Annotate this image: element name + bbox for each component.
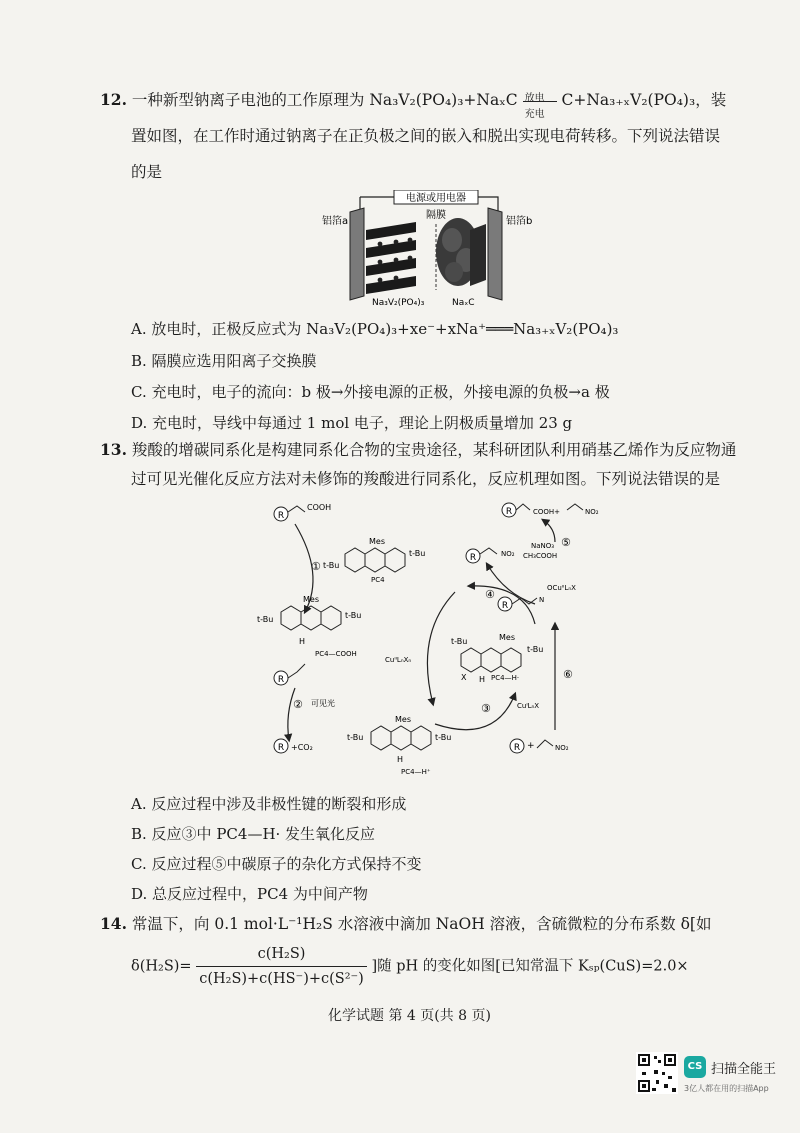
- svg-text:R: R: [469, 553, 477, 563]
- svg-text:CH₃COOH: CH₃COOH: [523, 552, 558, 560]
- q12-option-b: B. 隔膜应选用阳离子交换膜: [131, 352, 317, 370]
- battery-diagram: [320, 190, 550, 308]
- pc4-h-radical: [451, 633, 543, 684]
- scanner-badge: [684, 1056, 776, 1094]
- q12-line1: [100, 88, 727, 120]
- q12-option-c: C. 充电时，电子的流向：b 极→外接电源的正极，外接电源的负极→a 极: [131, 383, 610, 401]
- q14-fraction: [196, 942, 367, 991]
- q14-line1: [100, 912, 711, 936]
- svg-text:t-Bu: t-Bu: [409, 549, 426, 558]
- foil-b-label: 铝箔b: [506, 216, 533, 227]
- equilibrium-arrow: [523, 89, 557, 120]
- q13-line1: [100, 438, 736, 462]
- arrow-charge-label: 充电: [524, 109, 545, 120]
- svg-text:H: H: [479, 675, 486, 684]
- svg-text:COOH+: COOH+: [533, 508, 561, 516]
- svg-text:R: R: [277, 511, 285, 521]
- svg-text:t-Bu: t-Bu: [257, 615, 274, 624]
- svg-text:NO₂: NO₂: [585, 508, 599, 516]
- arrow-discharge-label: 放电: [524, 93, 545, 104]
- scanner-subtitle: 3亿人都在用的扫描App: [684, 1084, 769, 1093]
- scanner-logo: CS: [684, 1056, 706, 1078]
- q13-option-d: D. 总反应过程中，PC4 为中间产物: [131, 885, 368, 903]
- svg-text:R: R: [501, 601, 509, 611]
- visible-light-label: 可见光: [311, 699, 335, 708]
- cu-complex: [498, 584, 576, 611]
- step5-label: ⑤: [561, 536, 571, 549]
- cu2-label: CuᴵᴵLₙXₙ: [385, 656, 412, 664]
- scanner-title: 扫描全能王: [711, 1061, 777, 1077]
- svg-text:Mes: Mes: [369, 537, 385, 546]
- svg-text:R: R: [277, 675, 285, 685]
- step4-label: ④: [485, 588, 495, 601]
- q14-line2: [131, 942, 689, 991]
- q14-delta-lhs: δ(H₂S)=: [131, 958, 192, 975]
- svg-text:Mes: Mes: [499, 633, 515, 642]
- svg-text:t-Bu: t-Bu: [323, 561, 340, 570]
- homologated-product: [502, 503, 599, 517]
- svg-text:H: H: [299, 637, 306, 646]
- svg-text:X: X: [461, 673, 467, 682]
- svg-text:t-Bu: t-Bu: [451, 637, 468, 646]
- right-electrode-carbon: [436, 218, 486, 286]
- foil-a: [350, 208, 364, 300]
- pc4-cooh: [257, 595, 361, 685]
- svg-text:R: R: [513, 743, 521, 753]
- q12-stem-line2: 置如图，在工作时通过钠离子在正负极之间的嵌入和脱出实现电荷转移。下列说法错误: [131, 127, 721, 145]
- svg-text:PC4—COOH: PC4—COOH: [315, 650, 357, 658]
- q12-option-a: A. 放电时，正极反应式为 Na₃V₂(PO₄)₃+xe⁻+xNa⁺═══Na₃₊ₓV₂(PO₄)₃: [131, 320, 619, 338]
- q13-option-b: B. 反应③中 PC4—H· 发生氧化反应: [131, 825, 376, 843]
- svg-text:NaNO₃: NaNO₃: [531, 542, 555, 550]
- q13-option-c: C. 反应过程⑤中碳原子的杂化方式保持不变: [131, 855, 422, 873]
- step2-arrow: [288, 688, 295, 740]
- radical-plus-nitroethylene: [510, 739, 569, 753]
- q13-option-a: A. 反应过程中涉及非极性键的断裂和形成: [131, 795, 407, 813]
- q13-number: 13.: [100, 440, 127, 459]
- q13-stem-line1: 羧酸的增碳同系化是构建同系化合物的宝贵途径，某科研团队利用硝基乙烯作为反应物通: [131, 441, 737, 459]
- q14-frac-numerator: c(H₂S): [196, 942, 367, 967]
- membrane-label: 隔膜: [426, 210, 446, 221]
- q14-stem-line2-tail: ]随 pH 的变化如图[已知常温下 Kₛₚ(CuS)=2.0×: [371, 958, 689, 975]
- svg-text:+CO₂: +CO₂: [291, 743, 313, 752]
- step1-label: ①: [311, 560, 321, 573]
- svg-text:t-Bu: t-Bu: [435, 733, 452, 742]
- svg-text:+: +: [527, 741, 535, 751]
- foil-a-label: 铝箔a: [322, 216, 349, 227]
- q14-stem-line1: 常温下，向 0.1 mol·L⁻¹H₂S 水溶液中滴加 NaOH 溶液，含硫微粒的分布系数 δ[如: [131, 915, 712, 933]
- svg-text:R: R: [505, 507, 513, 517]
- q12-number: 12.: [100, 90, 127, 109]
- page-footer: 化学试题 第 4 页(共 8 页): [328, 1008, 491, 1024]
- step6-label: ⑥: [563, 668, 573, 681]
- mechanism-diagram: [255, 494, 625, 786]
- svg-text:OCuᴵᴵLₙX: OCuᴵᴵLₙX: [547, 584, 576, 592]
- svg-text:t-Bu: t-Bu: [347, 733, 364, 742]
- svg-text:PC4—H·: PC4—H·: [491, 674, 520, 682]
- svg-text:PC4: PC4: [371, 576, 385, 584]
- step3-label: ③: [481, 702, 491, 715]
- left-electrode-layers: [366, 222, 416, 294]
- q12-stem-line1: 一种新型钠离子电池的工作原理为 Na₃V₂(PO₄)₃+NaₓC: [131, 91, 518, 109]
- q14-frac-denominator: c(H₂S)+c(HS⁻)+c(S²⁻): [199, 971, 364, 987]
- svg-text:PC4—H⁺: PC4—H⁺: [401, 768, 431, 776]
- step2-label: ②: [293, 698, 303, 711]
- svg-text:Mes: Mes: [395, 715, 411, 724]
- foil-b: [488, 208, 502, 300]
- svg-text:t-Bu: t-Bu: [527, 645, 544, 654]
- power-source-label: 电源或用电器: [406, 193, 466, 204]
- svg-text:COOH: COOH: [307, 503, 332, 512]
- svg-text:R: R: [277, 743, 285, 753]
- start-acid: [274, 503, 331, 521]
- cycle-arc-left: [427, 592, 455, 704]
- q12-stem-line1-tail: C+Na₃₊ₓV₂(PO₄)₃，装: [561, 91, 727, 109]
- q13-stem-line2: 过可见光催化反应方法对未修饰的羧酸进行同系化，反应机理如图。下列说法错误的是: [131, 470, 721, 488]
- qr-code: [636, 1052, 678, 1094]
- svg-text:t-Bu: t-Bu: [345, 611, 362, 620]
- q14-number: 14.: [100, 914, 127, 933]
- cycle-arc-bottom: [435, 694, 515, 730]
- cu1-label: CuᴵLₙX: [517, 702, 540, 710]
- svg-text:N: N: [539, 596, 545, 604]
- q12-option-d: D. 充电时，导线中每通过 1 mol 电子，理论上阴极质量增加 23 g: [131, 414, 573, 432]
- left-material-label: Na₃V₂(PO₄)₃: [372, 298, 425, 308]
- svg-text:NO₂: NO₂: [501, 550, 515, 558]
- right-material-label: NaₓC: [452, 298, 475, 308]
- radical-co2: [274, 739, 313, 753]
- svg-text:NO₂: NO₂: [555, 744, 569, 752]
- q12-stem-line3: 的是: [131, 163, 163, 181]
- step5-arrow: [543, 520, 555, 542]
- svg-text:Mes: Mes: [303, 595, 319, 604]
- svg-text:H: H: [397, 755, 404, 764]
- pc4-top: [323, 537, 425, 584]
